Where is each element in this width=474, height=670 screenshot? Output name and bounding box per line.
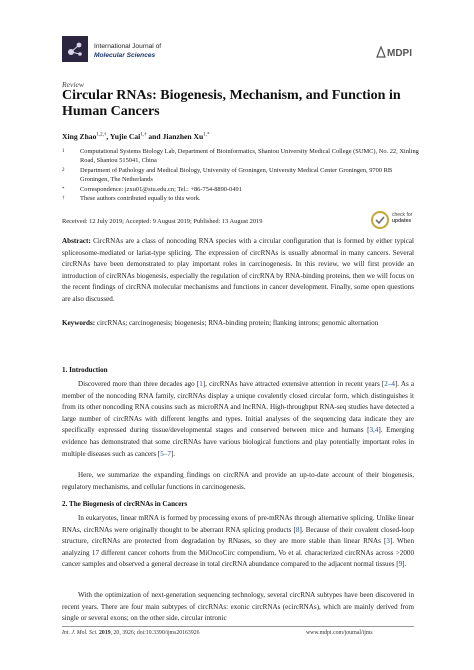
check-updates-line1: check for bbox=[392, 212, 413, 218]
author-affil-marks: 1,2,† bbox=[96, 132, 107, 138]
citation-link[interactable]: 3 bbox=[386, 537, 390, 546]
correspondence-text: Correspondence: jzxu01@stu.edu.cn; Tel.: +86-754-8890-0491 bbox=[80, 186, 242, 193]
citation-link[interactable]: 5–7 bbox=[160, 449, 171, 458]
affiliation-mark: † bbox=[62, 196, 65, 201]
correspondence bbox=[62, 186, 422, 195]
author-affil-marks: 1,† bbox=[140, 132, 147, 138]
affiliation-mark: * bbox=[62, 187, 65, 192]
section-heading: 1. Introduction bbox=[62, 366, 108, 374]
paper-title: Circular RNAs: Biogenesis, Mechanism, and Function in Human Cancers bbox=[62, 88, 401, 119]
author-affil-marks: 1,* bbox=[203, 132, 210, 138]
author-list bbox=[62, 132, 210, 141]
footer-journal-url[interactable]: www.mdpi.com/journal/ijms bbox=[306, 630, 373, 636]
body-text: ]. As a member of the noncoding RNA family, circRNAs display a unique covalently closed circular form, which distinguishes it from its other noncoding RNA cousins such as microRNA and lncRNA. High-throughput RNA-seq studies have detected a large number of circRNAs with different lengths and types. Initial analyses of the sequencing data indicate they are specifically expressed during tissue/developmental stages and conserved between mice and humans [ bbox=[62, 380, 415, 435]
abstract-text: CircRNAs are a class of noncoding RNA species with a circular configuration that is formed by either typical spliceosome-mediated or lariat-type splicing. The expression of circRNAs is usually abnormal in many cancers. Several circRNAs have been demonstrated to play important roles in carcinogenesis. In this review, we will first provide an introduction of circRNAs biogenesis, especially the regulation of circRNA by RNA-binding proteins, then we will focus on the recent findings of circRNA molecular mechanisms and functions in cancer development. Finally, some open questions are also discussed. bbox=[62, 237, 414, 303]
author-separator: and bbox=[146, 132, 163, 141]
citation-link[interactable]: 2–4 bbox=[384, 380, 395, 388]
affiliation-mark: 2 bbox=[62, 168, 65, 173]
affiliation bbox=[62, 148, 422, 166]
citation-link[interactable]: 1 bbox=[199, 380, 203, 388]
article-type: Review bbox=[62, 80, 84, 89]
footer-doi: , 20, 3926; doi:10.3390/ijms20163926 bbox=[110, 630, 200, 636]
journal-name-line1: International Journal of bbox=[94, 43, 162, 50]
body-text: In eukaryotes, linear mRNA is formed by processing exons of pre-mRNAs through alternative splicing. Unlike linear RNAs, circRNAs were originally thought to be aberrant RNA splicing products [ bbox=[62, 514, 414, 534]
journal-name-line2: Molecular Sciences bbox=[94, 52, 156, 59]
body-paragraph bbox=[62, 379, 414, 460]
equal-contribution-text: These authors contributed equally to this work. bbox=[80, 195, 201, 202]
body-text: ]. When analyzing 17 different cancer cohorts from the MiOncoCirc compendium, Vo et al. characterized circRNAs across >2000 cancer samples and observed a general decrease in total circRNA abundance compared to the adjacent normal tissues [ bbox=[62, 537, 414, 569]
mdpi-logo-icon bbox=[375, 45, 413, 59]
publication-dates: Received: 12 July 2019; Accepted: 9 August 2019; Published: 13 August 2019 bbox=[62, 218, 263, 225]
affiliation-mark: 1 bbox=[62, 149, 65, 154]
body-text: ], circRNAs have attracted extensive attention in recent years [ bbox=[202, 380, 385, 388]
body-paragraph bbox=[62, 513, 414, 571]
abstract-label: Abstract: bbox=[62, 237, 91, 245]
footer-year: 2019 bbox=[99, 630, 111, 636]
equal-contribution-note bbox=[62, 195, 422, 204]
body-text: Discovered more than three decades ago [ bbox=[78, 380, 200, 388]
author-name: Xing Zhao bbox=[62, 132, 97, 141]
citation-link[interactable]: 8 bbox=[295, 525, 300, 534]
footer-divider bbox=[62, 626, 414, 627]
footer-citation bbox=[62, 630, 200, 636]
svg-text:MDPI: MDPI bbox=[387, 48, 412, 59]
footer-journal: Int. J. Mol. Sci. bbox=[62, 630, 98, 636]
keywords-label: Keywords: bbox=[62, 319, 96, 327]
citation-link[interactable]: 9 bbox=[398, 560, 403, 569]
check-for-updates-label[interactable] bbox=[392, 212, 412, 224]
abstract bbox=[62, 236, 414, 306]
section-heading: 2. The Biogenesis of circRNAs in Cancers bbox=[62, 500, 188, 508]
affiliation-text: Department of Pathology and Medical Biology, University of Groningen, University Medical Center Groningen, 9700 RB Groningen, The Netherlands bbox=[80, 167, 393, 183]
body-text: ]. bbox=[170, 449, 176, 458]
body-paragraph: With the optimization of next-generation sequencing technology, several circRNA subtypes have been discovered in recent years. There are four main subtypes of circRNAs: exonic circRNAs (ecircRNAs), which are mainly derived from single or several exons; on the other side, circular intronic bbox=[62, 591, 414, 623]
affiliation bbox=[62, 167, 422, 185]
body-paragraph: Here, we summarize the expanding findings on circRNA and provide an up-to-date account of their biogenesis, regulatory mechanisms, and cellular functions in carcinogenesis. bbox=[62, 471, 414, 491]
body-text: ]. Emerging evidence has demonstrated that some circRNAs have various biological functions and play potentially important roles in multiple diseases such as cancers [ bbox=[62, 426, 414, 458]
author-separator: , bbox=[106, 132, 110, 141]
keywords-text: circRNAs; carcinogenesis; biogenesis; RNA-binding protein; flanking introns; genomic alternation bbox=[96, 319, 379, 327]
citation-link[interactable]: 3,4 bbox=[369, 426, 379, 435]
body-text: ]. Because of their covalent closed-loop structure, circRNAs are protected from degradation by RNases, so they are more stable than linear RNAs [ bbox=[62, 525, 415, 546]
author-name: Yujie Cai bbox=[109, 132, 141, 141]
journal-emblem-icon bbox=[62, 36, 88, 62]
body-text: ]. bbox=[402, 560, 407, 569]
keywords bbox=[62, 318, 414, 330]
affiliation-text: Computational Systems Biology Lab, Department of Bioinformatics, Shantou University Medical College (SUMC), No. 22, Xinling Road, Shantou 515041, China bbox=[80, 148, 419, 164]
check-updates-line2: updates bbox=[392, 218, 412, 224]
journal-name bbox=[94, 42, 161, 60]
author-name: Jianzhen Xu bbox=[162, 132, 204, 141]
